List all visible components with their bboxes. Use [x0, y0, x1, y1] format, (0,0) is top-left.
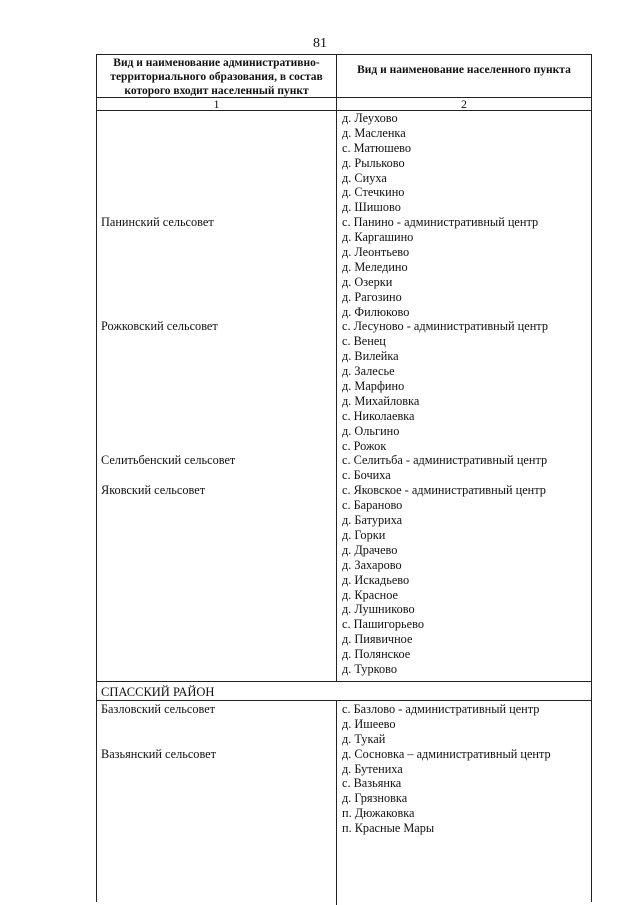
admin-unit-cell: Вазьянский сельсовет — [101, 746, 217, 761]
settlements-table — [96, 54, 592, 902]
admin-unit-cell — [97, 185, 337, 200]
admin-unit-cell: Базловский сельсовет — [101, 702, 216, 716]
admin-unit-cell — [97, 632, 337, 647]
table-row — [97, 558, 591, 573]
table-row — [97, 230, 591, 245]
table-row — [97, 290, 591, 305]
admin-unit-cell — [97, 588, 337, 603]
admin-unit-cell — [97, 156, 337, 171]
table-row — [97, 111, 591, 126]
table-row — [97, 245, 591, 260]
settlement-cell: с. Венец — [342, 334, 386, 349]
settlement-cell: с. Пашигорьево — [342, 617, 424, 632]
table-row — [97, 260, 591, 275]
settlement-cell: д. Лушниково — [342, 602, 415, 617]
table-body — [96, 111, 592, 902]
settlement-cell: д. Вилейка — [342, 349, 399, 364]
admin-unit-cell — [97, 305, 337, 320]
admin-unit-cell — [97, 275, 337, 290]
admin-unit-cell — [97, 662, 337, 677]
admin-unit-cell — [97, 468, 337, 483]
settlement-cell: с. Матюшево — [342, 140, 412, 155]
settlement-cell: д. Грязновка — [342, 791, 408, 806]
column-number-1: 1 — [97, 98, 337, 110]
column-numbers — [96, 98, 592, 111]
settlement-cell: с. Селитьба - административный центр — [342, 453, 548, 468]
table-row — [97, 543, 591, 558]
table-row — [97, 468, 591, 483]
settlement-cell: с. Лесуново - административный центр — [342, 319, 548, 334]
table-row — [97, 717, 591, 732]
admin-unit-cell — [97, 513, 337, 528]
settlement-cell: д. Искадьево — [342, 572, 410, 587]
admin-unit-cell — [97, 528, 337, 543]
settlement-cell: д. Ишеево — [342, 716, 396, 731]
table-row — [97, 334, 591, 349]
admin-unit-cell — [97, 334, 337, 349]
district-heading: СПАССКИЙ РАЙОН — [97, 681, 591, 701]
table-row — [97, 528, 591, 543]
column-number-2: 2 — [461, 97, 467, 111]
settlement-cell: д. Филюково — [342, 304, 410, 319]
table-row — [97, 319, 591, 334]
admin-unit-cell — [97, 821, 337, 836]
settlement-cell: д. Леухово — [342, 111, 398, 125]
table-row — [97, 647, 591, 662]
table-row — [97, 141, 591, 156]
admin-unit-cell — [97, 424, 337, 439]
settlement-cell: с. Панино - административный центр — [342, 215, 539, 230]
settlement-cell: д. Озерки — [342, 274, 393, 289]
table-row — [97, 364, 591, 379]
settlement-cell: д. Рыльково — [342, 155, 405, 170]
admin-unit-cell — [97, 260, 337, 275]
settlement-cell: д. Рагозино — [342, 289, 402, 304]
header-col2: Вид и наименование населенного пункта — [357, 64, 571, 76]
settlement-cell: д. Стечкино — [342, 185, 405, 200]
table-row — [97, 732, 591, 747]
admin-unit-cell — [97, 245, 337, 260]
admin-unit-cell — [97, 171, 337, 186]
table-header — [96, 54, 592, 98]
admin-unit-cell — [97, 409, 337, 424]
table-row — [97, 498, 591, 513]
admin-unit-cell — [97, 200, 337, 215]
admin-unit-cell — [97, 349, 337, 364]
header-col1: Вид и наименование административно-территориального образования, в состав которого входит населенный пункт — [97, 55, 337, 97]
table-row — [97, 215, 591, 230]
settlement-cell: с. Рожок — [342, 438, 387, 453]
table-row — [97, 602, 591, 617]
settlement-cell: с. Яковское - административный центр — [342, 483, 546, 498]
admin-unit-cell — [97, 379, 337, 394]
settlement-cell: д. Турково — [342, 661, 397, 676]
settlement-cell: д. Марфино — [342, 379, 405, 394]
admin-unit-cell — [97, 111, 337, 126]
admin-unit-cell: Селитьбенский сельсовет — [101, 453, 236, 468]
settlement-cell: д. Красное — [342, 587, 399, 602]
admin-unit-cell — [97, 394, 337, 409]
admin-unit-cell — [97, 543, 337, 558]
settlement-cell: с. Вазьянка — [342, 776, 402, 791]
settlement-cell: д. Пиявичное — [342, 632, 413, 647]
table-row — [97, 617, 591, 632]
table-row — [97, 305, 591, 320]
admin-unit-cell — [97, 762, 337, 777]
admin-unit-cell — [97, 573, 337, 588]
table-row — [97, 171, 591, 186]
table-row — [97, 409, 591, 424]
settlement-cell: д. Захарово — [342, 557, 402, 572]
settlement-cell: с. Базлово - административный центр — [342, 702, 540, 716]
table-row — [97, 394, 591, 409]
table-row — [97, 453, 591, 468]
table-row — [97, 349, 591, 364]
settlement-cell: д. Сиуха — [342, 170, 387, 185]
admin-unit-cell — [97, 498, 337, 513]
admin-unit-cell — [97, 732, 337, 747]
table-row — [97, 747, 591, 762]
settlement-cell: д. Масленка — [342, 125, 406, 140]
admin-unit-cell — [97, 558, 337, 573]
admin-unit-cell: Рожковский сельсовет — [101, 319, 218, 334]
table-row — [97, 200, 591, 215]
admin-unit-cell — [97, 230, 337, 245]
admin-unit-cell — [97, 617, 337, 632]
settlement-cell: д. Полянское — [342, 647, 411, 662]
settlement-cell: д. Сосновка – административный центр — [342, 746, 551, 761]
settlement-cell: д. Горки — [342, 527, 386, 542]
admin-unit-cell — [97, 806, 337, 821]
table-row — [97, 632, 591, 647]
rows-group-2 — [97, 702, 591, 836]
admin-unit-cell: Яковский сельсовет — [101, 483, 206, 498]
settlement-cell: п. Красные Мары — [342, 821, 435, 836]
table-row — [97, 762, 591, 777]
settlement-cell: д. Тукай — [342, 731, 386, 746]
table-row — [97, 702, 591, 717]
table-row — [97, 791, 591, 806]
admin-unit-cell — [97, 717, 337, 732]
admin-unit-cell — [97, 647, 337, 662]
settlement-cell: д. Меледино — [342, 259, 408, 274]
table-row — [97, 126, 591, 141]
settlement-cell: с. Николаевка — [342, 408, 415, 423]
admin-unit-cell — [97, 290, 337, 305]
table-row — [97, 513, 591, 528]
settlement-cell: д. Шишово — [342, 200, 401, 215]
table-row — [97, 662, 591, 677]
admin-unit-cell — [97, 791, 337, 806]
table-row — [97, 185, 591, 200]
table-row — [97, 573, 591, 588]
settlement-cell: д. Каргашино — [342, 230, 414, 245]
table-row — [97, 275, 591, 290]
rows-group-1 — [97, 111, 591, 677]
table-row — [97, 379, 591, 394]
settlement-cell: д. Леонтьево — [342, 245, 410, 260]
settlement-cell: п. Дюжаковка — [342, 806, 415, 821]
admin-unit-cell — [97, 364, 337, 379]
table-row — [97, 806, 591, 821]
table-row — [97, 776, 591, 791]
table-row — [97, 483, 591, 498]
page-number: 81 — [313, 36, 327, 51]
settlement-cell: д. Михайловка — [342, 393, 420, 408]
settlement-cell: д. Ольгино — [342, 423, 400, 438]
table-row — [97, 424, 591, 439]
admin-unit-cell — [97, 602, 337, 617]
admin-unit-cell: Панинский сельсовет — [101, 215, 214, 230]
admin-unit-cell — [97, 141, 337, 156]
admin-unit-cell — [97, 126, 337, 141]
settlement-cell: д. Бутениха — [342, 761, 403, 776]
table-row — [97, 588, 591, 603]
table-row — [97, 439, 591, 454]
admin-unit-cell — [97, 439, 337, 454]
settlement-cell: д. Батуриха — [342, 513, 403, 528]
table-row — [97, 156, 591, 171]
table-row — [97, 821, 591, 836]
admin-unit-cell — [97, 776, 337, 791]
settlement-cell: с. Бочиха — [342, 468, 391, 483]
settlement-cell: д. Драчево — [342, 542, 398, 557]
settlement-cell: д. Залесье — [342, 364, 395, 379]
settlement-cell: с. Бараново — [342, 498, 403, 513]
